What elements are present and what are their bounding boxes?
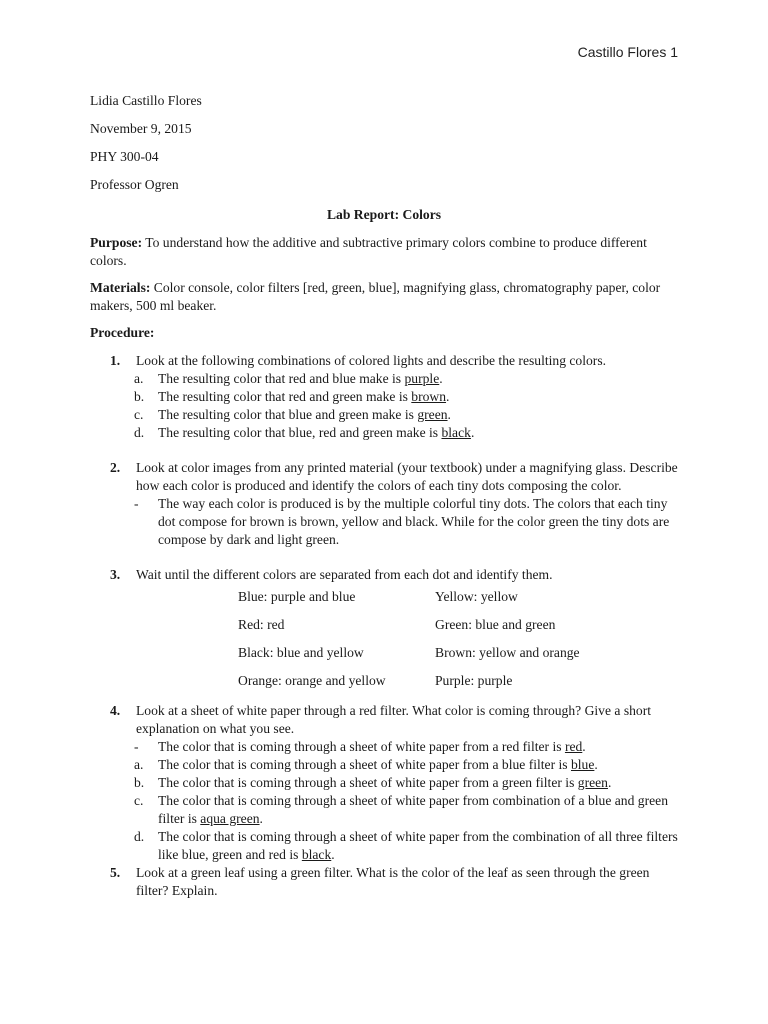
item-text: The resulting color that red and blue make is (158, 371, 405, 386)
table-cell: Purple: purple (435, 673, 513, 688)
color-separation-table (238, 588, 678, 700)
item-end: . (582, 739, 586, 754)
item-marker: b. (134, 389, 145, 404)
item-marker: c. (134, 407, 144, 422)
item-answer: brown (411, 389, 447, 404)
item-end: . (439, 371, 443, 386)
materials-label: Materials: (90, 280, 151, 295)
step-text: Look at a sheet of white paper through a red filter. What color is coming through? Give a short explanation on what you see. (136, 703, 652, 736)
item-answer: aqua green (200, 811, 260, 826)
report-date: November 9, 2015 (90, 121, 192, 136)
step-text: Look at a green leaf using a green filter. What is the color of the leaf as seen through the green filter? Explain. (136, 865, 650, 898)
item-end: . (259, 811, 263, 826)
procedure-step-5 (90, 864, 678, 900)
item-answer: green (577, 775, 608, 790)
item-marker: - (134, 496, 139, 511)
purpose-label: Purpose: (90, 235, 143, 250)
item-answer: green (417, 407, 448, 422)
table-cell: Red: red (238, 617, 285, 632)
procedure-step-3 (90, 566, 678, 584)
item-answer: red (564, 739, 583, 754)
item-text: The resulting color that red and green make is (158, 389, 412, 404)
step-text: Look at color images from any printed material (your textbook) under a magnifying glass. Describe how each color is produced and identify the colors of each tiny dots composing the color. (136, 460, 678, 493)
student-name: Lidia Castillo Flores (90, 93, 202, 108)
table-cell: Black: blue and yellow (238, 645, 364, 660)
step-number: 2. (110, 460, 121, 475)
item-answer: black (301, 847, 332, 862)
item-text: The resulting color that blue, red and green make is (158, 425, 442, 440)
table-row (238, 616, 678, 644)
step-2-item (90, 495, 678, 549)
item-marker: d. (134, 829, 145, 844)
page-header: Castillo Flores 1 (577, 44, 678, 60)
purpose-paragraph (90, 234, 678, 270)
item-end: . (470, 425, 475, 440)
report-title: Lab Report: Colors (326, 207, 442, 222)
step-1-item-c (90, 406, 678, 424)
item-text: The color that is coming through a sheet of white paper from combination of a blue and green filter is (158, 793, 668, 826)
item-text: The color that is coming through a sheet of white paper from a blue filter is (158, 757, 571, 772)
table-row (238, 672, 678, 700)
document-body (90, 92, 678, 900)
procedure-step-2 (90, 459, 678, 495)
step-4-item-a (90, 756, 678, 774)
course-code: PHY 300-04 (90, 149, 159, 164)
step-1-item-a (90, 370, 678, 388)
step-4-item-b (90, 774, 678, 792)
step-4-item-dash (90, 738, 678, 756)
materials-paragraph (90, 279, 678, 315)
step-number: 5. (110, 865, 121, 880)
item-text: The way each color is produced is by the multiple colorful tiny dots. The colors that each tiny dot compose for brown is brown, yellow and black. While for the color green the tiny dots are compose by dark and light green. (158, 496, 670, 547)
procedure-step-4 (90, 702, 678, 738)
table-cell: Brown: yellow and orange (435, 645, 580, 660)
spacer (90, 442, 678, 459)
table-cell: Green: blue and green (435, 617, 556, 632)
item-end: . (594, 757, 598, 772)
item-text: The color that is coming through a sheet of white paper from a red filter is (158, 739, 565, 754)
item-answer: blue (570, 757, 595, 772)
procedure-heading: Procedure: (90, 325, 155, 340)
item-marker: a. (134, 757, 144, 772)
item-end: . (331, 847, 335, 862)
item-text: The color that is coming through a sheet of white paper from the combination of all three filters like blue, green and red is (158, 829, 678, 862)
table-row (238, 644, 678, 672)
step-4-item-c (90, 792, 678, 828)
step-number: 3. (110, 567, 121, 582)
item-marker: a. (134, 371, 144, 386)
item-marker: c. (134, 793, 144, 808)
item-marker: d. (134, 425, 145, 440)
step-4-item-d (90, 828, 678, 864)
step-number: 4. (110, 703, 121, 718)
table-cell: Blue: purple and blue (238, 589, 356, 604)
step-text: Wait until the different colors are separated from each dot and identify them. (136, 567, 553, 582)
professor-name: Professor Ogren (90, 177, 179, 192)
step-text: Look at the following combinations of colored lights and describe the resulting colors. (136, 353, 607, 368)
item-end: . (447, 407, 451, 422)
procedure-step-1 (90, 352, 678, 370)
item-text: The color that is coming through a sheet of white paper from a green filter is (158, 775, 578, 790)
item-marker: - (134, 739, 139, 754)
item-end: . (607, 775, 612, 790)
step-number: 1. (110, 353, 121, 368)
materials-text: Color console, color filters [red, green, blue], magnifying glass, chromatography paper, color makers, 500 ml beaker. (90, 280, 661, 313)
purpose-text: To understand how the additive and subtractive primary colors combine to produce different colors. (90, 235, 647, 268)
item-text: The resulting color that blue and green make is (158, 407, 418, 422)
item-answer: purple (404, 371, 440, 386)
table-row (238, 588, 678, 616)
table-cell: Orange: orange and yellow (238, 673, 386, 688)
spacer (90, 549, 678, 566)
table-cell: Yellow: yellow (435, 589, 518, 604)
item-marker: b. (134, 775, 145, 790)
item-end: . (446, 389, 450, 404)
item-answer: black (441, 425, 471, 440)
step-1-item-d (90, 424, 678, 442)
step-1-item-b (90, 388, 678, 406)
